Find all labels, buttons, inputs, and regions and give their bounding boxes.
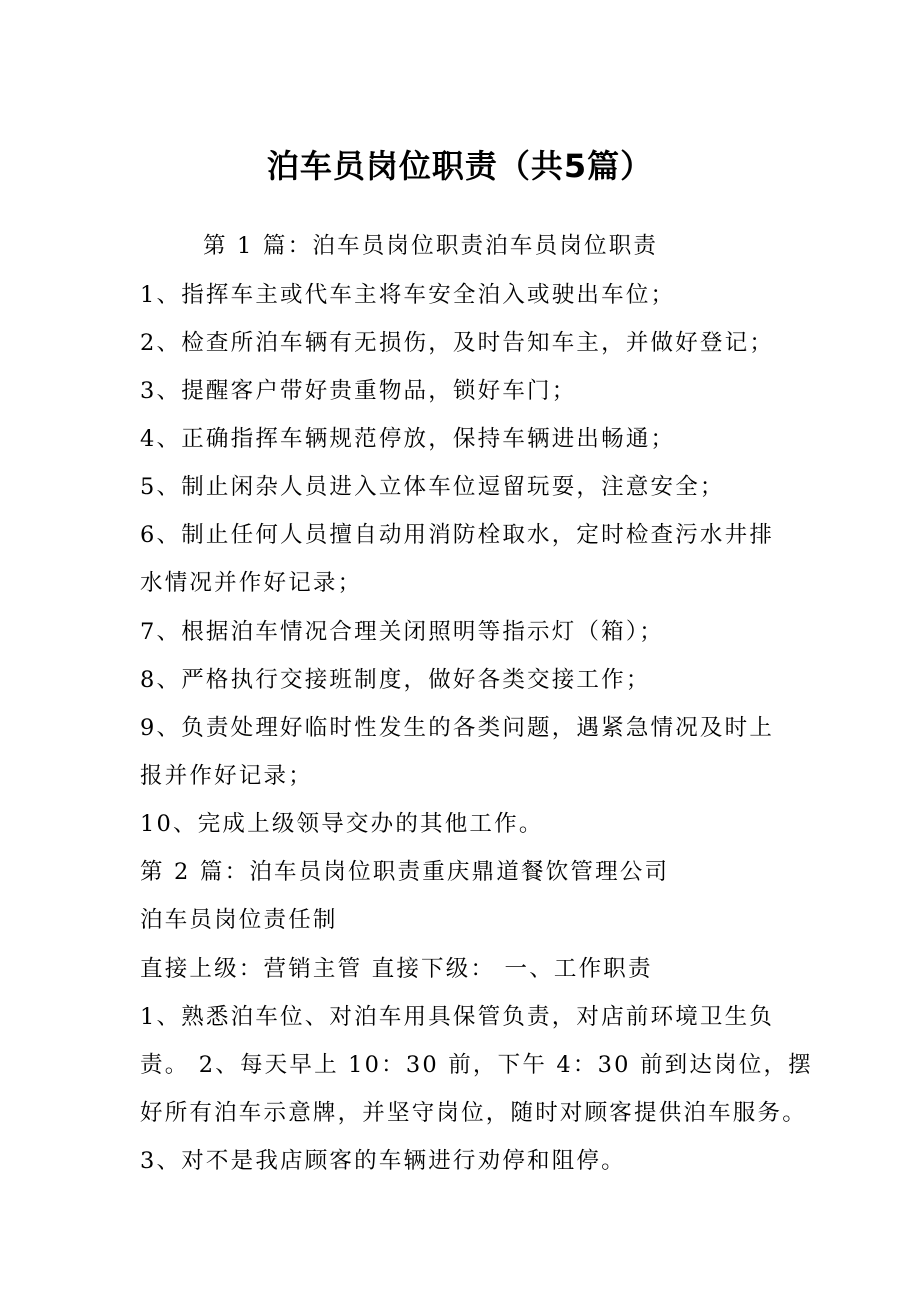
text-line: 责。 2、每天早上 10：30 前，下午 4：30 前到达岗位，摆 <box>140 1052 813 1078</box>
document-title: 泊车员岗位职责（共5篇） <box>266 147 654 185</box>
text-line: 8、严格执行交接班制度，做好各类交接工作； <box>140 667 651 693</box>
text-line: 3、提醒客户带好贵重物品，锁好车门； <box>140 378 577 404</box>
text-line: 好所有泊车示意牌，并坚守岗位，随时对顾客提供泊车服务。 <box>140 1100 807 1126</box>
text-line: 4、正确指挥车辆规范停放，保持车辆进出畅通； <box>140 426 676 452</box>
text-line: 水情况并作好记录； <box>140 570 363 596</box>
text-line: 1、指挥车主或代车主将车安全泊入或驶出车位； <box>140 282 676 308</box>
section-2-heading: 第 2 篇：泊车员岗位职责重庆鼎道餐饮管理公司 <box>140 859 670 885</box>
text-line: 7、根据泊车情况合理关闭照明等指示灯（箱）； <box>140 619 664 645</box>
text-line: 1、熟悉泊车位、对泊车用具保管负责，对店前环境卫生负 <box>140 1004 775 1030</box>
text-line: 6、制止任何人员擅自动用消防栓取水，定时检查污水井排 <box>140 522 775 548</box>
text-line: 9、负责处理好临时性发生的各类问题，遇紧急情况及时上 <box>140 715 775 741</box>
text-line: 2、检查所泊车辆有无损伤，及时告知车主，并做好登记； <box>140 330 775 356</box>
section-1-heading: 第 1 篇：泊车员岗位职责泊车员岗位职责 <box>203 233 659 259</box>
text-line: 报并作好记录； <box>140 763 313 789</box>
text-line: 5、制止闲杂人员进入立体车位逗留玩耍，注意安全； <box>140 474 725 500</box>
text-line: 10、完成上级领导交办的其他工作。 <box>140 811 544 837</box>
text-line: 泊车员岗位责任制 <box>140 907 338 933</box>
text-line: 3、对不是我店顾客的车辆进行劝停和阻停。 <box>140 1148 626 1174</box>
text-line: 直接上级：营销主管 直接下级： 一、工作职责 <box>140 956 653 982</box>
